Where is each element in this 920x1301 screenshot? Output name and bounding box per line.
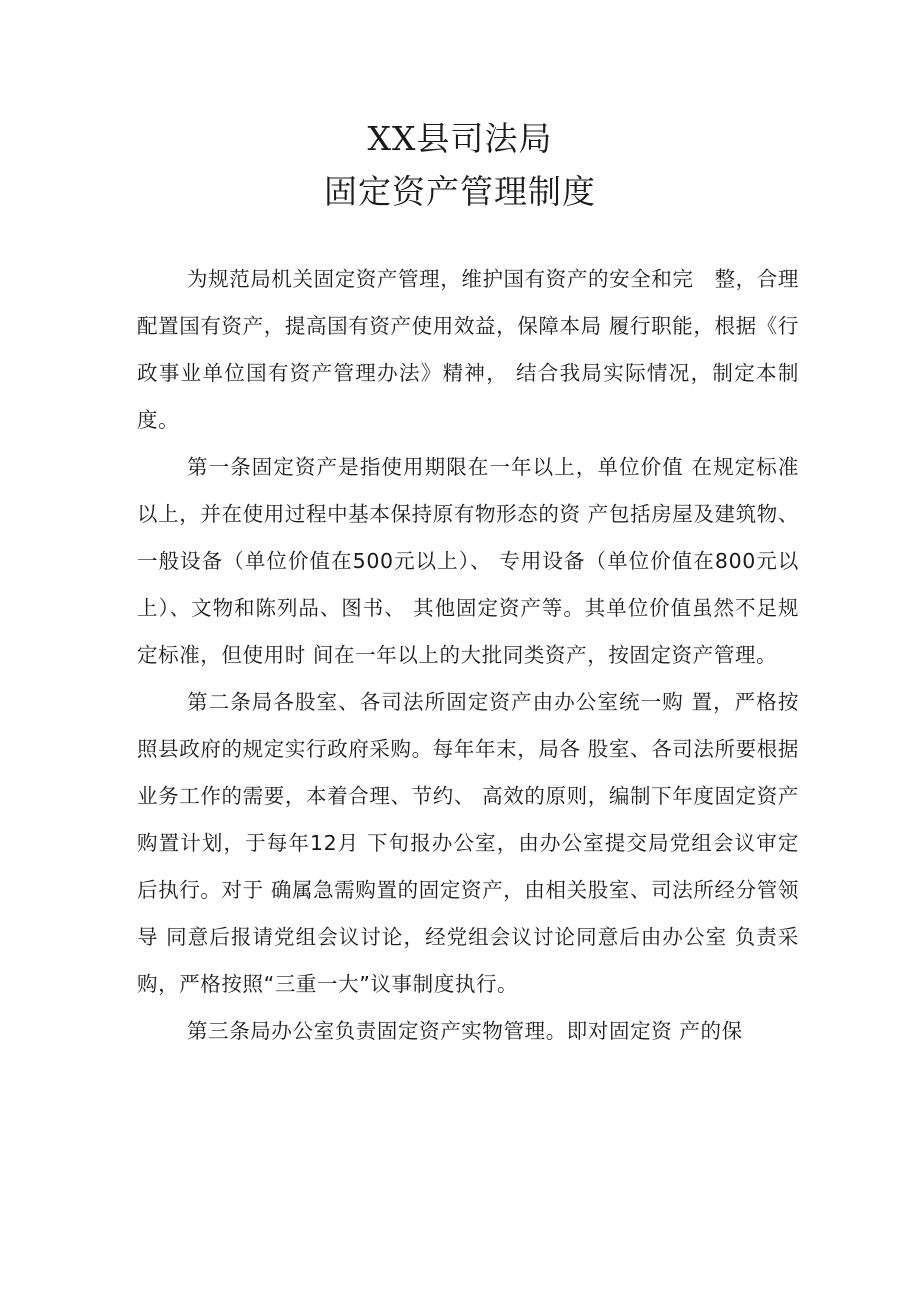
title-organization: XX县司法局: [367, 119, 553, 158]
document-title: [0, 112, 920, 218]
document-body: [137, 256, 799, 1055]
paragraph-preamble: 为规范局机关固定资产管理，维护国有资产的安全和完 整，合理配置国有资产，提高国有资产使用效益，保障本局 履行职能，根据《行政事业单位国有资产管理办法》精神， 结合我局实际情况，制定本制度。: [137, 267, 799, 432]
paragraph-article-1: 第一条固定资产是指使用期限在一年以上，单位价值 在规定标准以上，并在使用过程中基本保持原有物形态的资 产包括房屋及建筑物、一般设备（单位价值在500元以上）、 专用设备（单位价值在800元以上）、文物和陈列品、图书、 其他固定资产等。其单位价值虽然不足规定标准，但使用时 间在一年以上的大批同类资产，按固定资产管理。: [137, 455, 799, 667]
paragraph-article-3: 第三条局办公室负责固定资产实物管理。即对固定资 产的保: [187, 1019, 743, 1043]
paragraph-article-2: 第二条局各股室、各司法所固定资产由办公室统一购 置，严格按照县政府的规定实行政府采购。每年年末，局各 股室、各司法所要根据业务工作的需要，本着合理、节约、 高效的原则，编制下年度固定资产购置计划，于每年12月 下旬报办公室，由办公室提交局党组会议审定后执行。对于 确属急需购置的固定资产，由相关股室、司法所经分管领导 同意后报请党组会议讨论，经党组会议讨论同意后由办公室 负责采购，严格按照“三重一大”议事制度执行。: [137, 690, 799, 996]
title-regulation-name: 固定资产管理制度: [324, 172, 596, 211]
